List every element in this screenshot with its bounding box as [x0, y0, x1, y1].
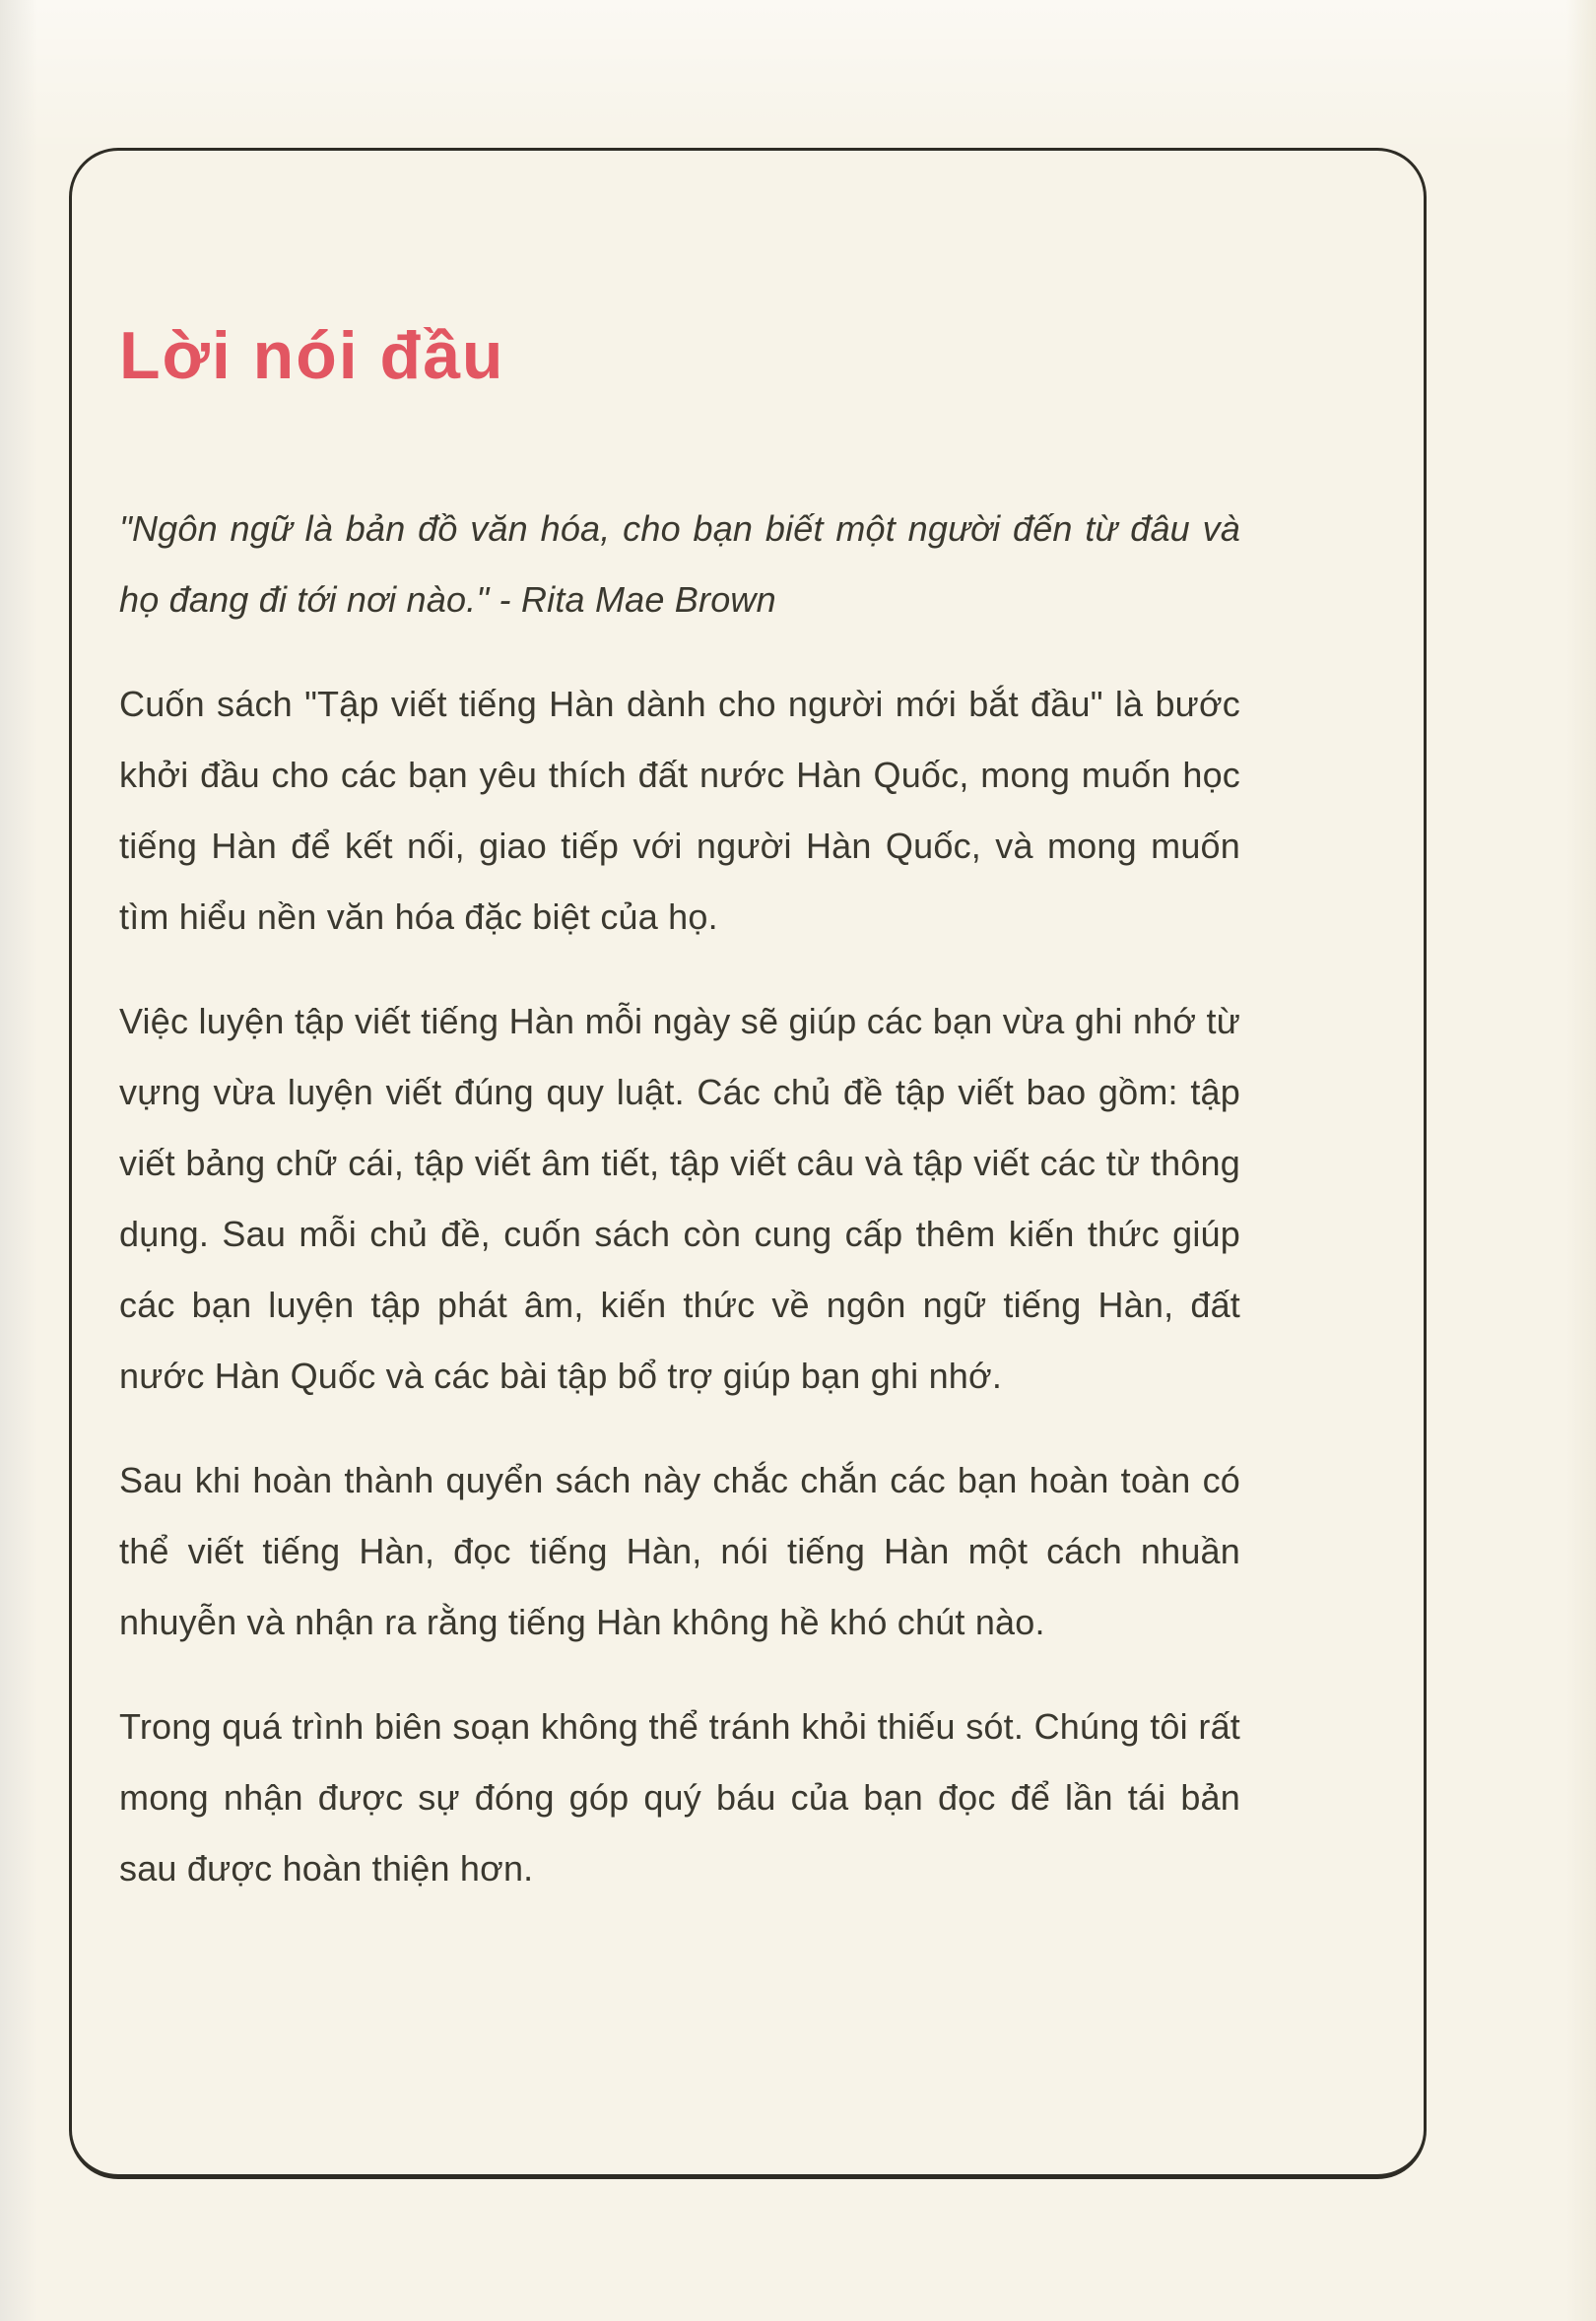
paragraph-errata: Trong quá trình biên soạn không thể tránh khỏi thiếu sót. Chúng tôi rất mong nhận được sự đóng góp quý báu của bạn đọc để lần tái bản sau được hoàn thiện hơn.	[119, 1705, 1240, 1889]
paragraph-practice-topics: Việc luyện tập viết tiếng Hàn mỗi ngày sẽ giúp các bạn vừa ghi nhớ từ vựng vừa luyện viết đúng quy luật. Các chủ đề tập viết bao gồm: tập viết bảng chữ cái, tập viết âm tiết, tập viết câu và tập viết các từ thông dụng. Sau mỗi chủ đề, cuốn sách còn cung cấp thêm kiến thức giúp các bạn luyện tập phát âm, kiến thức về ngôn ngữ tiếng Hàn, đất nước Hàn Quốc và các bài tập bổ trợ giúp bạn ghi nhớ.	[119, 1000, 1240, 1396]
page-title: Lời nói đầu	[119, 318, 505, 393]
paragraph-outcome: Sau khi hoàn thành quyển sách này chắc chắn các bạn hoàn toàn có thể viết tiếng Hàn, đọc tiếng Hàn, nói tiếng Hàn một cách nhuần nhuyễn và nhận ra rằng tiếng Hàn không hề khó chút nào.	[119, 1459, 1240, 1642]
quote-paragraph: "Ngôn ngữ là bản đồ văn hóa, cho bạn biết một người đến từ đâu và họ đang đi tới nơi nào." - Rita Mae Brown	[119, 507, 1240, 620]
paragraph-intro-book: Cuốn sách "Tập viết tiếng Hàn dành cho người mới bắt đầu" là bước khởi đầu cho các bạn yêu thích đất nước Hàn Quốc, mong muốn học tiếng Hàn để kết nối, giao tiếp với người Hàn Quốc, và mong muốn tìm hiểu nền văn hóa đặc biệt của họ.	[119, 683, 1240, 937]
page-border-frame	[69, 148, 1427, 2179]
